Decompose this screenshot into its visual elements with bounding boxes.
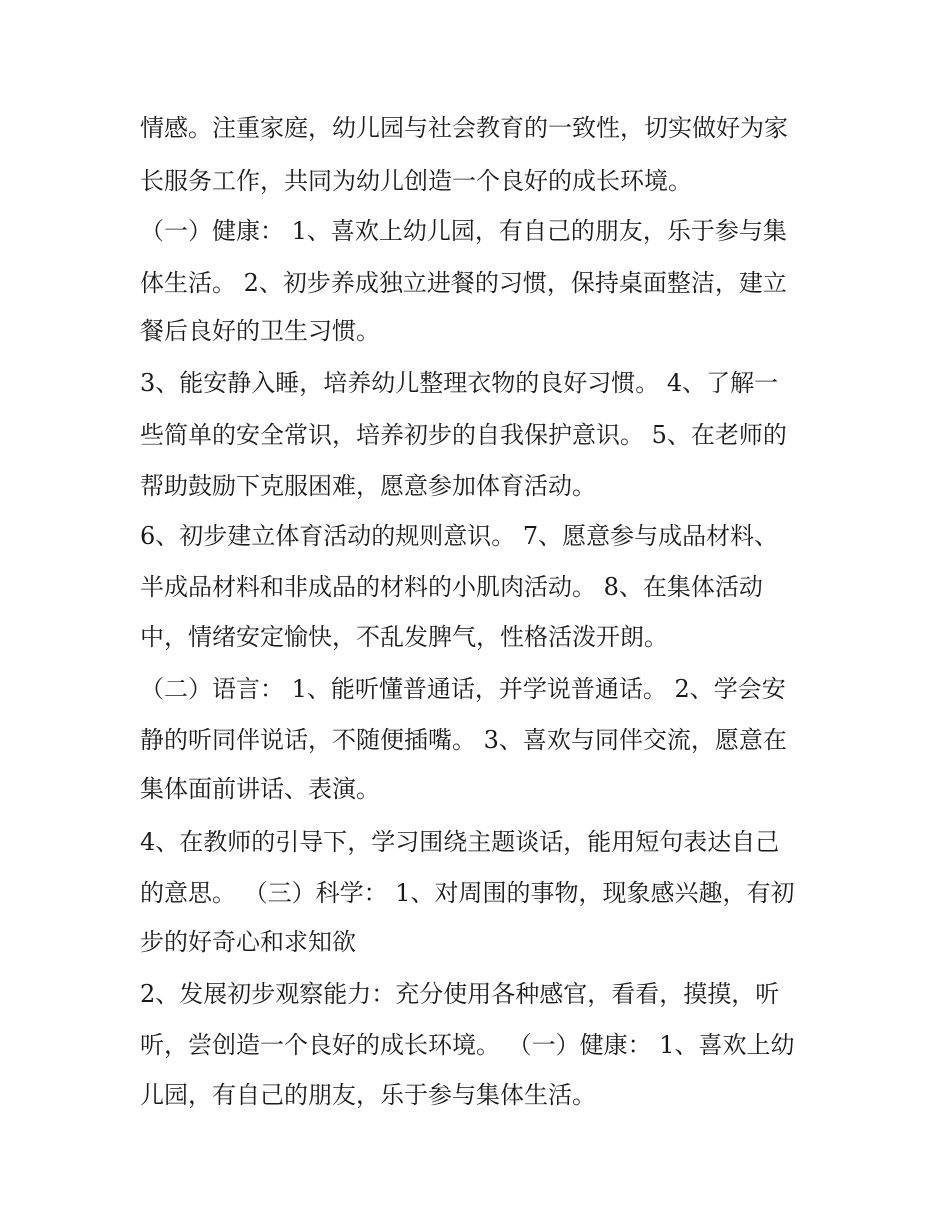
text-line: 静的听同伴说话，不随便插嘴。 3、喜欢与同伴交流，愿意在 <box>140 726 787 754</box>
text-line: 2、发展初步观察能力：充分使用各种感官，看看，摸摸，听 <box>140 980 780 1008</box>
text-line: 听，尝创造一个良好的成长环境。 （一）健康： 1、喜欢上幼 <box>140 1031 795 1059</box>
text-line: 儿园，有自己的朋友，乐于参与集体生活。 <box>140 1081 596 1109</box>
text-line: （一）健康： 1、喜欢上幼儿园，有自己的朋友，乐于参与集 <box>140 217 787 245</box>
text-line: 4、在教师的引导下，学习围绕主题谈话，能用短句表达自己 <box>140 828 780 856</box>
text-line: 集体面前讲话、表演。 <box>140 775 380 803</box>
text-line: 餐后良好的卫生习惯。 <box>140 317 380 345</box>
text-line: 6、初步建立体育活动的规则意识。 7、愿意参与成品材料、 <box>140 522 779 550</box>
text-line: 中，情绪安定愉快，不乱发脾气，性格活泼开朗。 <box>140 623 668 651</box>
text-line: 帮助鼓励下克服困难，愿意参加体育活动。 <box>140 472 596 500</box>
text-line: 些简单的安全常识，培养初步的自我保护意识。 5、在老师的 <box>140 421 787 449</box>
text-line: （二）语言： 1、能听懂普通话，并学说普通话。 2、学会安 <box>140 675 786 703</box>
text-line: 3、能安静入睡，培养幼儿整理衣物的良好习惯。 4、了解一 <box>140 369 779 397</box>
text-line: 长服务工作，共同为幼儿创造一个良好的成长环境。 <box>140 167 692 195</box>
text-line: 的意思。 （三）科学： 1、对周围的事物，现象感兴趣，有初 <box>140 879 795 907</box>
text-line: 情感。注重家庭，幼儿园与社会教育的一致性，切实做好为家 <box>140 114 788 142</box>
text-line: 步的好奇心和求知欲 <box>140 928 356 956</box>
text-line: 半成品材料和非成品的材料的小肌肉活动。 8、在集体活动 <box>140 573 763 601</box>
text-line: 体生活。 2、初步养成独立进餐的习惯，保持桌面整洁，建立 <box>140 269 787 297</box>
